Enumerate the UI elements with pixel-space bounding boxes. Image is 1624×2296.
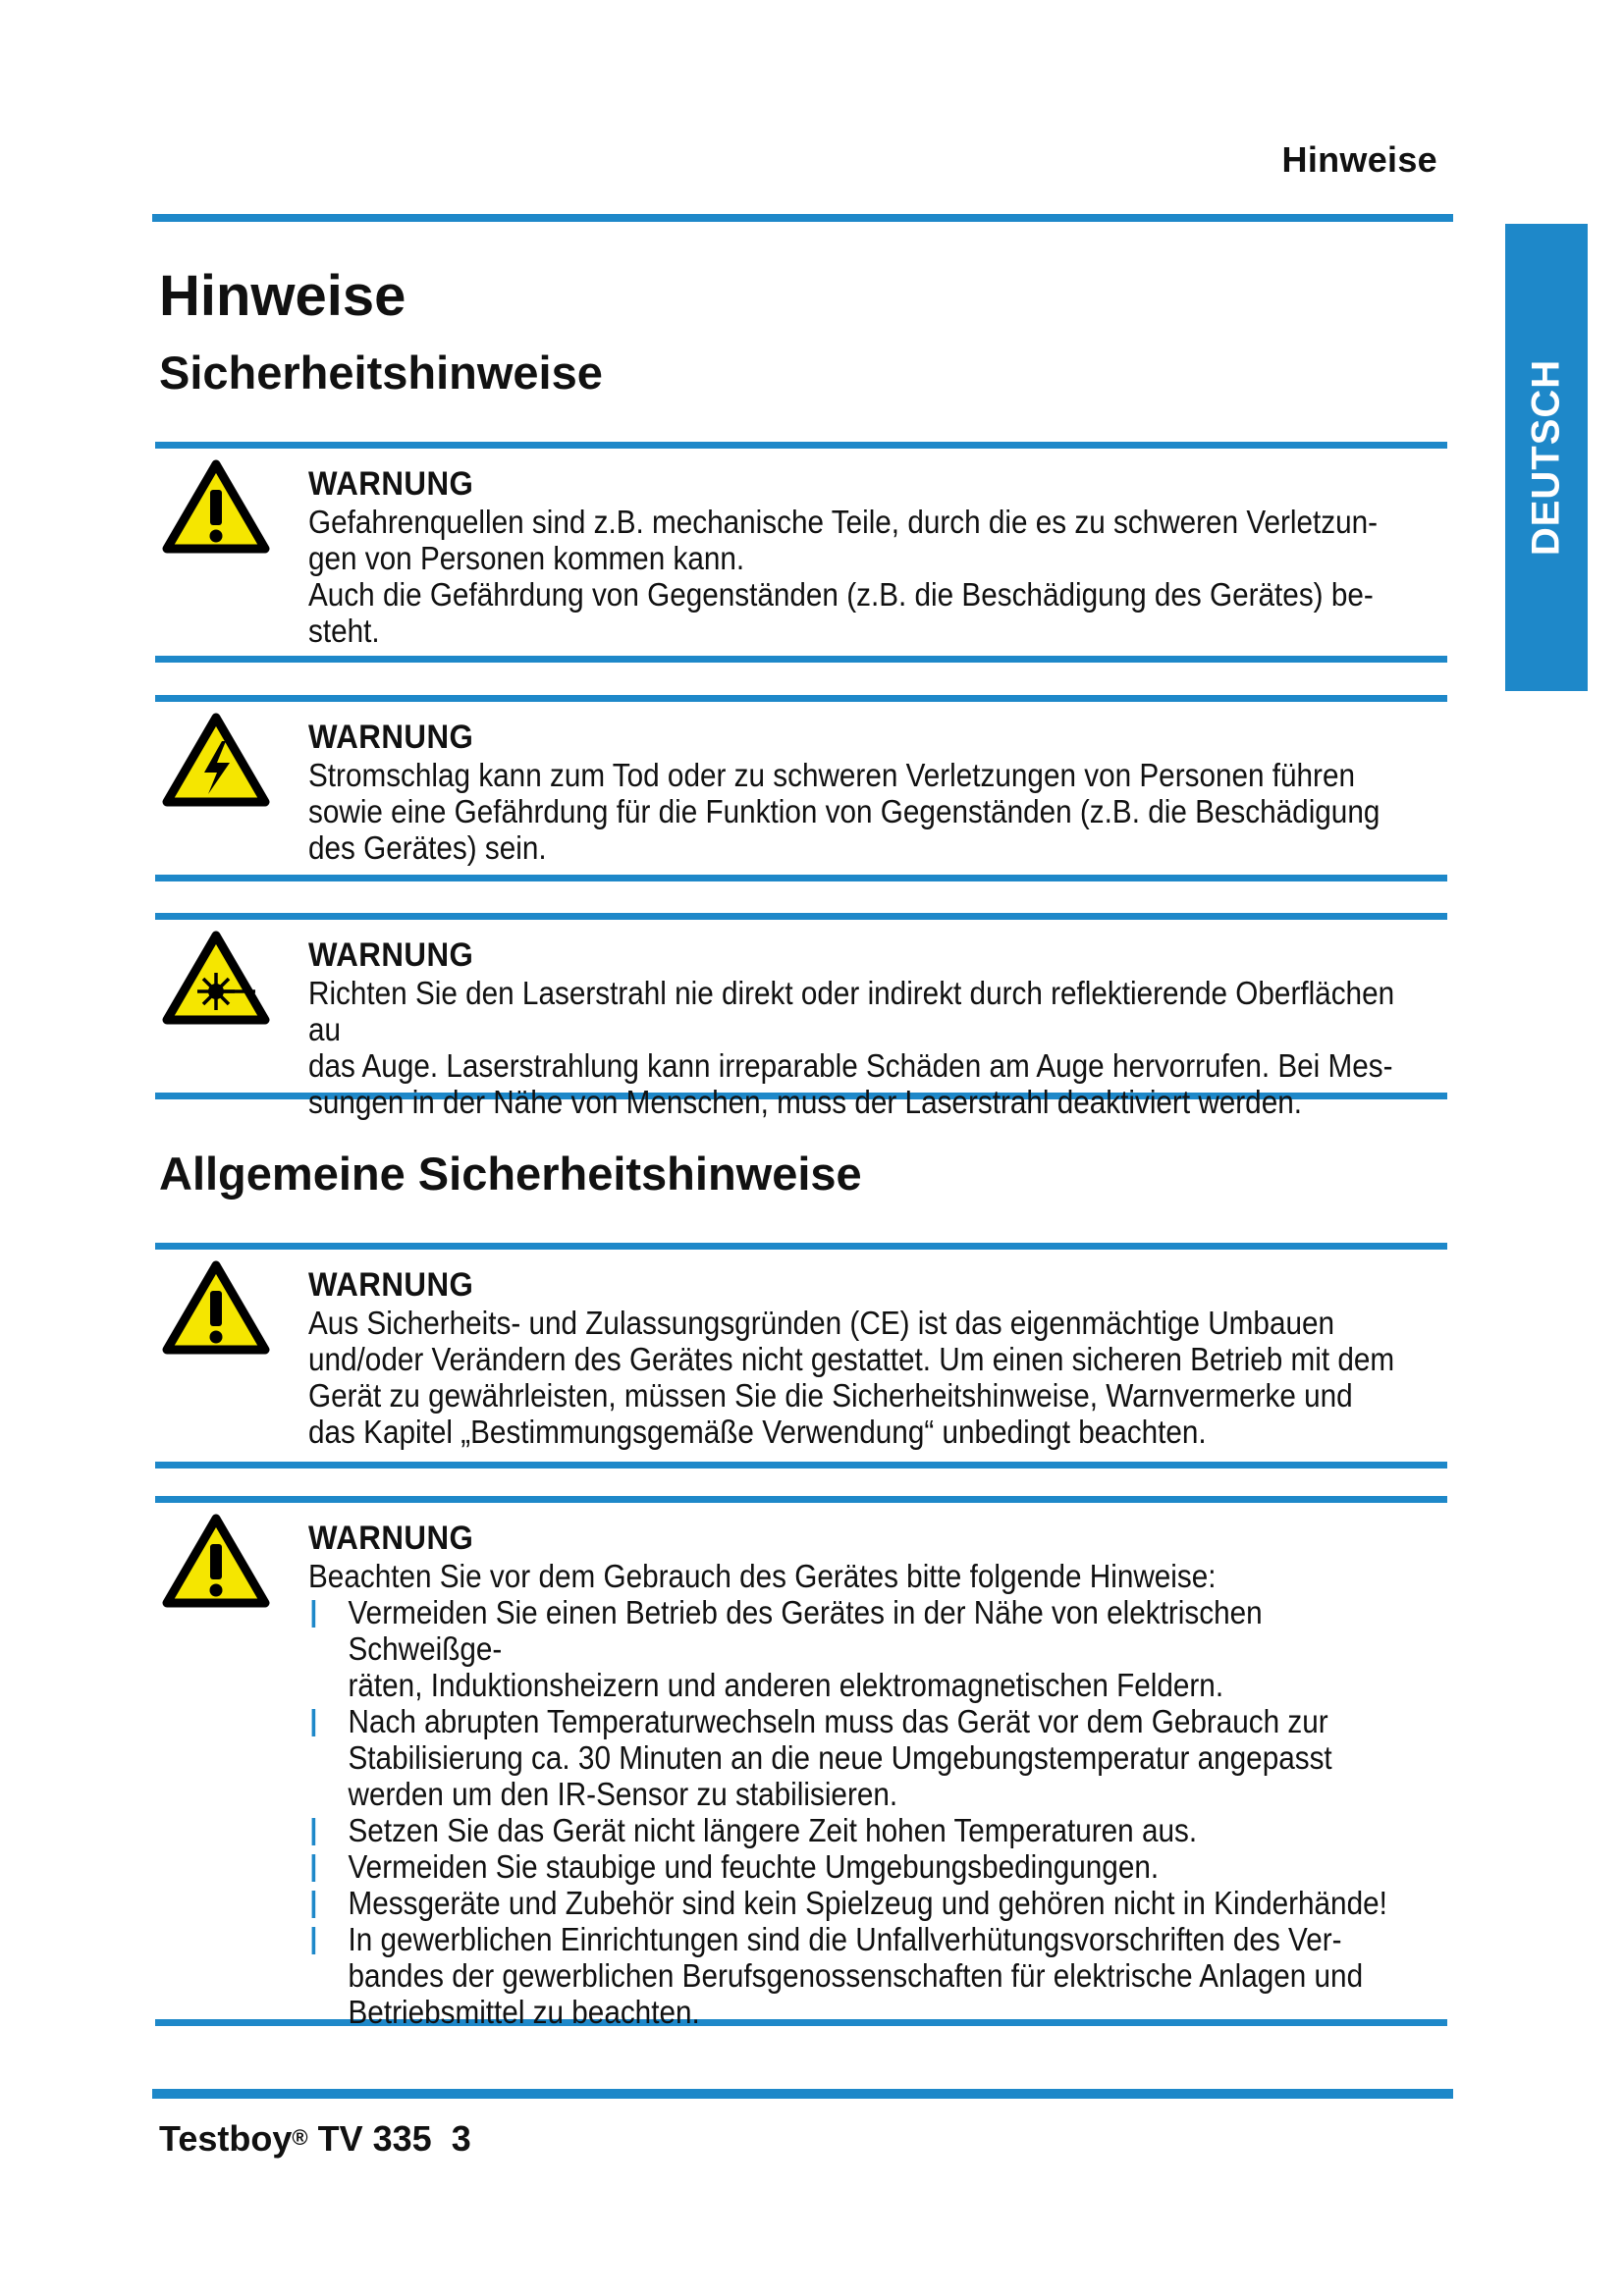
warning-box-3 [155, 913, 1447, 1120]
warning-label: WARNUNG [308, 719, 474, 756]
bullet-bar-icon [312, 1854, 316, 1882]
list-item: Setzen Sie das Gerät nicht längere Zeit hohen Temperaturen aus. [308, 1812, 1404, 1848]
warning-label: WARNUNG [308, 1520, 474, 1557]
bullet-bar-icon [312, 1818, 316, 1845]
bullet-bar-icon [312, 1709, 316, 1736]
list-item: Vermeiden Sie einen Betrieb des Gerätes in der Nähe von elektrischen Schweißge- räten, Induktionsheizern und anderen elektromagnetischen Feldern. [308, 1594, 1404, 1703]
list-item: In gewerblichen Einrichtungen sind die Unfallverhütungsvorschriften des Ver- bandes der gewerblichen Berufsgenossenschaften für elektrische Anlagen und Betriebsmittel zu beachten. [308, 1921, 1404, 2030]
section-title-general-safety: Allgemeine Sicherheitshinweise [159, 1148, 862, 1200]
footer-brand: Testboy [159, 2118, 293, 2159]
warning-text: Aus Sicherheits- und Zulassungsgründen (CE) ist das eigenmächtige Umbauen und/oder Verändern des Gerätes nicht gestattet. Um einen sicheren Betrieb mit dem Gerät zu gewährleisten, müssen Sie die Sicherheitshinweise, Warnvermerke und das Kapitel „Bestimmungsgemäße Verwendung“ unbedingt beachten. [308, 1305, 1395, 1450]
header-rule [152, 214, 1453, 222]
footer [159, 2118, 471, 2160]
warning-box-5 [155, 1496, 1447, 2030]
warning-box-4 [155, 1243, 1447, 1468]
registered-mark: ® [292, 2125, 308, 2150]
language-tab-label: DEUTSCH [1524, 358, 1568, 557]
warning-exclamation-icon [161, 1513, 271, 1611]
laser-warning-icon [161, 930, 271, 1028]
footer-rule [152, 2089, 1453, 2099]
header-section-title: Hinweise [1281, 139, 1437, 180]
warning-label: WARNUNG [308, 465, 474, 503]
warning-bullet-list [308, 1594, 1404, 2030]
warning-text: Stromschlag kann zum Tod oder zu schweren Verletzungen von Personen führen sowie eine Gefährdung für die Funktion von Gegenständen (z.B. die Beschädigung des Gerätes) sein. [308, 757, 1380, 866]
language-tab[interactable] [1505, 224, 1588, 691]
bullet-bar-icon [312, 1891, 316, 1918]
warning-text: Gefahrenquellen sind z.B. mechanische Teile, durch die es zu schweren Verletzun- gen von Personen kommen kann. Auch die Gefährdung von Gegenständen (z.B. die Beschädigung des Gerätes) be- steht. [308, 504, 1379, 649]
bullet-bar-icon [312, 1600, 316, 1628]
warning-box-1 [155, 442, 1447, 663]
list-item: Messgeräte und Zubehör sind kein Spielzeug und gehören nicht in Kinderhände! [308, 1885, 1404, 1921]
section-title-safety: Sicherheitshinweise [159, 347, 603, 399]
page-title: Hinweise [159, 264, 406, 328]
warning-box-2 [155, 695, 1447, 881]
footer-model: TV 335 [317, 2118, 432, 2159]
warning-exclamation-icon [161, 1259, 271, 1358]
warning-text: Richten Sie den Laserstrahl nie direkt oder indirekt durch reflektierende Oberflächen au das Auge. Laserstrahlung kann irreparable Schäden am Auge hervorrufen. Bei Mes- sungen in der Nähe von Menschen, muss der Laserstrahl deaktiviert werden. [308, 975, 1395, 1120]
bullet-bar-icon [312, 1927, 316, 1954]
list-item: Vermeiden Sie staubige und feuchte Umgebungsbedingungen. [308, 1848, 1404, 1885]
list-item: Nach abrupten Temperaturwechseln muss das Gerät vor dem Gebrauch zur Stabilisierung ca. 30 Minuten an die neue Umgebungstemperatur angepasst werden um den IR-Sensor zu stabilisieren. [308, 1703, 1404, 1812]
page-number: 3 [451, 2118, 471, 2159]
warning-label: WARNUNG [308, 936, 474, 974]
warning-label: WARNUNG [308, 1266, 474, 1304]
warning-text: Beachten Sie vor dem Gebrauch des Gerätes bitte folgende Hinweise: [308, 1558, 1217, 1594]
warning-exclamation-icon [161, 458, 271, 557]
electric-shock-warning-icon [161, 712, 271, 810]
